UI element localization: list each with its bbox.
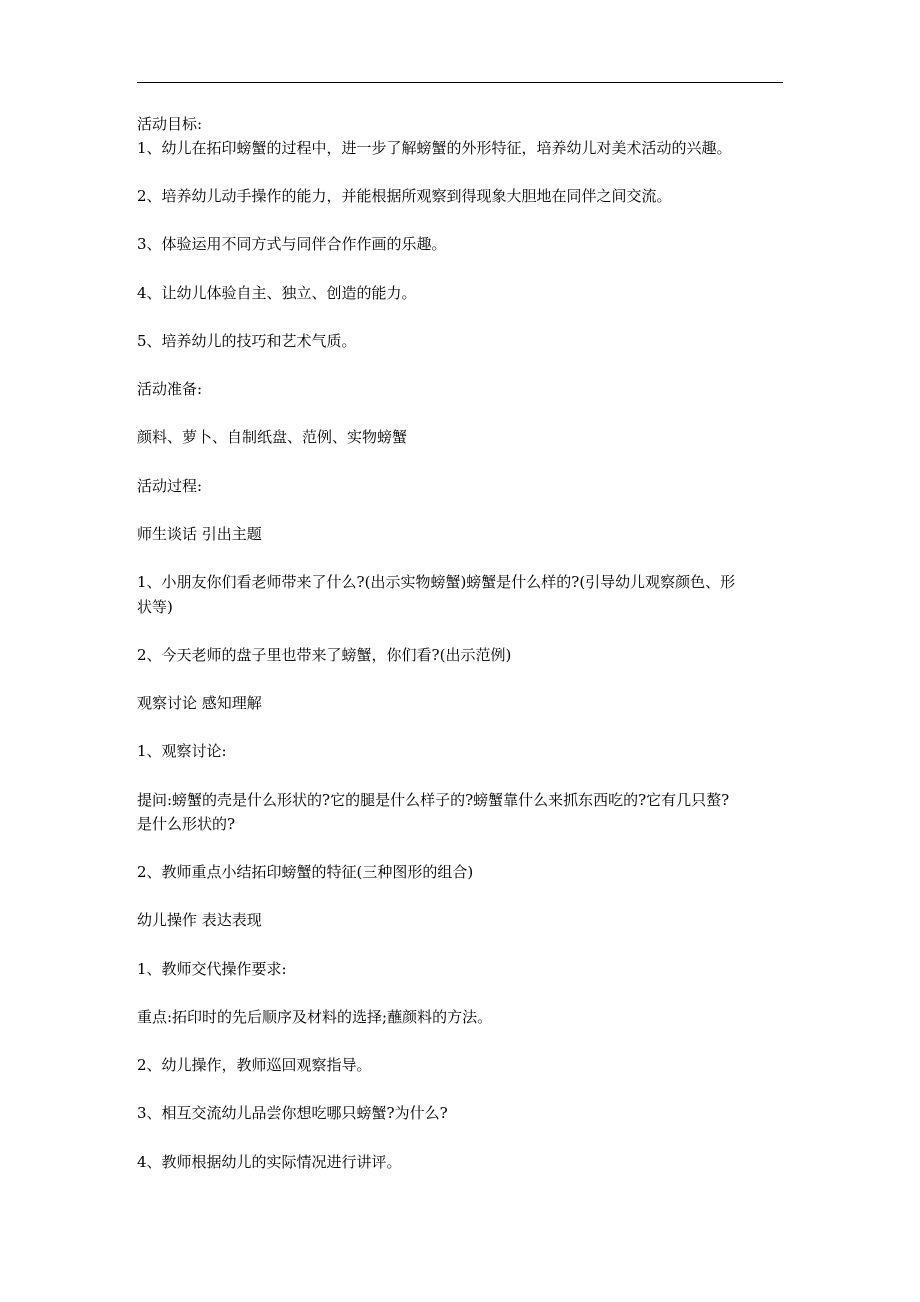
process-item-1-cont: 状等)	[137, 598, 173, 616]
goal-item-2: 2、培养幼儿动手操作的能力，并能根据所观察到得现象大胆地在同伴之间交流。	[137, 187, 672, 205]
process-item-1: 1、小朋友你们看老师带来了什么?(出示实物螃蟹)螃蟹是什么样的?(引导幼儿观察颜色、形	[137, 573, 736, 591]
process-item-2: 2、今天老师的盘子里也带来了螃蟹，你们看?(出示范例)	[137, 646, 512, 664]
observe-item-1: 1、观察讨论:	[137, 742, 227, 760]
observe-question-cont: 是什么形状的?	[137, 815, 236, 833]
operate-item-2: 2、幼儿操作，教师巡回观察指导。	[137, 1056, 372, 1074]
goal-item-5: 5、培养幼儿的技巧和艺术气质。	[137, 332, 357, 350]
goal-item-3: 3、体验运用不同方式与同伴合作作画的乐趣。	[137, 235, 447, 253]
subheading-operate: 幼儿操作 表达表现	[137, 911, 262, 929]
operate-key-point: 重点:拓印时的先后顺序及材料的选择;蘸颜料的方法。	[137, 1008, 493, 1026]
operate-item-1: 1、教师交代操作要求:	[137, 960, 287, 978]
operate-item-3: 3、相互交流幼儿品尝你想吃哪只螃蟹?为什么?	[137, 1104, 448, 1122]
observe-item-2: 2、教师重点小结拓印螃蟹的特征(三种图形的组合)	[137, 863, 474, 881]
goal-item-4: 4、让幼儿体验自主、独立、创造的能力。	[137, 284, 417, 302]
header-rule	[137, 82, 783, 83]
section-heading-process: 活动过程:	[137, 477, 203, 495]
subheading-observe: 观察讨论 感知理解	[137, 694, 262, 712]
subheading-talk: 师生谈话 引出主题	[137, 525, 262, 543]
preparation-materials: 颜料、萝卜、自制纸盘、范例、实物螃蟹	[137, 428, 408, 446]
operate-item-4: 4、教师根据幼儿的实际情况进行讲评。	[137, 1153, 402, 1171]
goal-item-1: 1、幼儿在拓印螃蟹的过程中，进一步了解螃蟹的外形特征，培养幼儿对美术活动的兴趣。	[137, 139, 732, 157]
section-heading-goals: 活动目标:	[137, 115, 203, 133]
section-heading-preparation: 活动准备:	[137, 380, 203, 398]
observe-question: 提问:螃蟹的壳是什么形状的?它的腿是什么样子的?螃蟹靠什么来抓东西吃的?它有几只螯?	[137, 791, 730, 809]
